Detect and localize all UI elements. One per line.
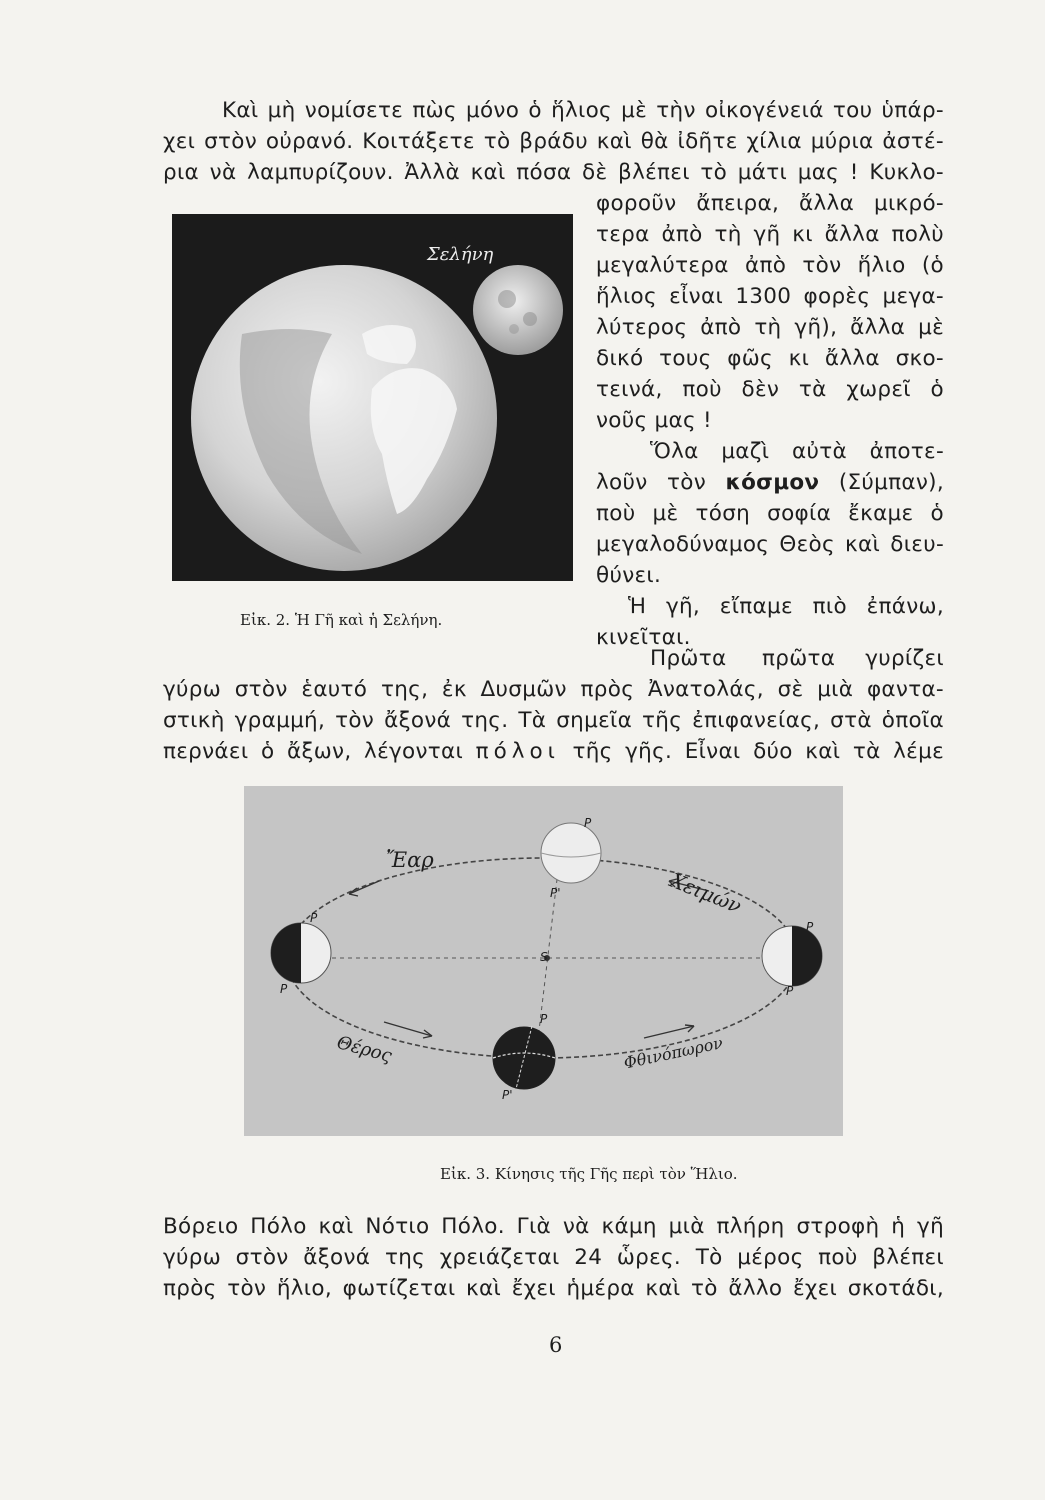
rotation-line-3: στικὴ γραμμή, τὸν ἄξονά της. Τὰ σημεῖα τῆς ἐπιφανείας, στὰ ὁποῖα xyxy=(163,708,944,733)
pole-label-left-south: P xyxy=(280,982,288,996)
earth-moon-illustration xyxy=(172,214,573,581)
figure-2-caption: Εἰκ. 2. Ἡ Γῆ καὶ ἡ Σελήνη. xyxy=(240,611,443,629)
side-line-7: τεινά, ποὺ δὲν τὰ χωρεῖ ὁ xyxy=(596,377,944,402)
cosmos-line-3: ποὺ μὲ τόση σοφία ἔκαμε ὁ xyxy=(596,501,944,526)
figure-3-caption: Εἰκ. 3. Κίνησις τῆς Γῆς περὶ τὸν Ἥλιο. xyxy=(440,1165,738,1183)
moon-globe xyxy=(473,265,563,355)
cosmos-line-5: θύνει. xyxy=(596,563,662,588)
side-line-2: τερα ἀπὸ τὴ γῆ κι ἄλλα πολὺ xyxy=(596,222,944,247)
pole-label-right: P xyxy=(806,920,814,934)
text-line-2: χει στὸν οὐρανό. Κοιτάξετε τὸ βράδυ καὶ θὰ ἰδῆτε χίλια μύρια ἀστέ- xyxy=(163,129,944,154)
side-line-4: ἥλιος εἶναι 1300 φορὲς μεγα- xyxy=(596,284,944,309)
pole-label-right-south: P xyxy=(786,984,794,998)
moon-label: Σελήνη xyxy=(427,244,494,265)
bottom-line-1: Βόρειο Πόλο καὶ Νότιο Πόλο. Γιὰ νὰ κάμη μιὰ πλήρη στροφὴ ἡ γῆ xyxy=(163,1214,944,1239)
pole-label-top-south: P' xyxy=(550,886,561,900)
side-line-8: νοῦς μας ! xyxy=(596,408,712,433)
rotation-line-1: Πρῶτα πρῶτα γυρίζει xyxy=(650,646,944,671)
pole-label-top: P xyxy=(584,816,592,830)
label-spring: Ἔαρ xyxy=(386,848,434,872)
side-line-5: λύτερος ἀπὸ τὴ γῆ), ἄλλα μὲ xyxy=(596,315,944,340)
pole-label-bottom-south: P' xyxy=(502,1088,513,1102)
label-winter: Χειμών xyxy=(667,868,745,919)
side-line-1: φοροῦν ἄπειρα, ἄλλα μικρό- xyxy=(596,191,944,216)
pole-label-bottom: P xyxy=(540,1012,548,1026)
rotation-line-2: γύρω στὸν ἑαυτό της, ἐκ Δυσμῶν πρὸς Ἀνατολάς, σὲ μιὰ φαντα- xyxy=(163,677,944,702)
bottom-line-2: γύρω στὸν ἄξονά της χρειάζεται 24 ὧρες. Τὸ μέρος ποὺ βλέπει xyxy=(163,1245,944,1270)
text-line-3: ρια νὰ λαμπυρίζουν. Ἀλλὰ καὶ πόσα δὲ βλέπει τὸ μάτι μας ! Κυκλο- xyxy=(163,160,944,185)
sun-label: S xyxy=(540,950,548,964)
label-autumn: Φθινόπωρον xyxy=(622,1033,725,1073)
figure-earth-moon xyxy=(172,214,573,581)
text-line-1: Καὶ μὴ νομίσετε πὼς μόνο ὁ ἥλιος μὲ τὴν οἰκογένειά του ὑπάρ- xyxy=(222,98,944,123)
cosmos-term: κόσμον xyxy=(725,470,820,495)
bottom-line-3: πρὸς τὸν ἥλιο, φωτίζεται καὶ ἔχει ἡμέρα καὶ τὸ ἄλλο ἔχει σκοτάδι, xyxy=(163,1276,944,1301)
pole-label-left: P xyxy=(310,911,318,925)
cosmos-line-2: λοῦν τὸν κόσμον (Σύμπαν), xyxy=(596,470,944,495)
earth-moves-line-1: Ἡ γῆ, εἴπαμε πιὸ ἐπάνω, xyxy=(628,594,944,619)
earth-top xyxy=(541,823,601,883)
cosmos-line-1: Ὅλα μαζὶ αὐτὰ ἀποτε- xyxy=(650,439,944,464)
rotation-line-4: περνάει ὁ ἄξων, λέγονται πόλοι τῆς γῆς. Εἶναι δύο καὶ τὰ λέμε xyxy=(163,739,944,764)
label-summer: Θέρος xyxy=(334,1032,395,1067)
side-line-3: μεγαλύτερα ἀπὸ τὸν ἥλιο (ὁ xyxy=(596,253,944,278)
earth-moves-line-2: κινεῖται. xyxy=(596,625,691,650)
side-line-6: δικό τους φῶς κι ἄλλα σκο- xyxy=(596,346,944,371)
cosmos-line-4: μεγαλοδύναμος Θεὸς καὶ διευ- xyxy=(596,532,944,557)
poles-term: πόλοι xyxy=(475,739,560,764)
page-number: 6 xyxy=(549,1333,563,1357)
figure-earth-orbit xyxy=(244,786,843,1136)
